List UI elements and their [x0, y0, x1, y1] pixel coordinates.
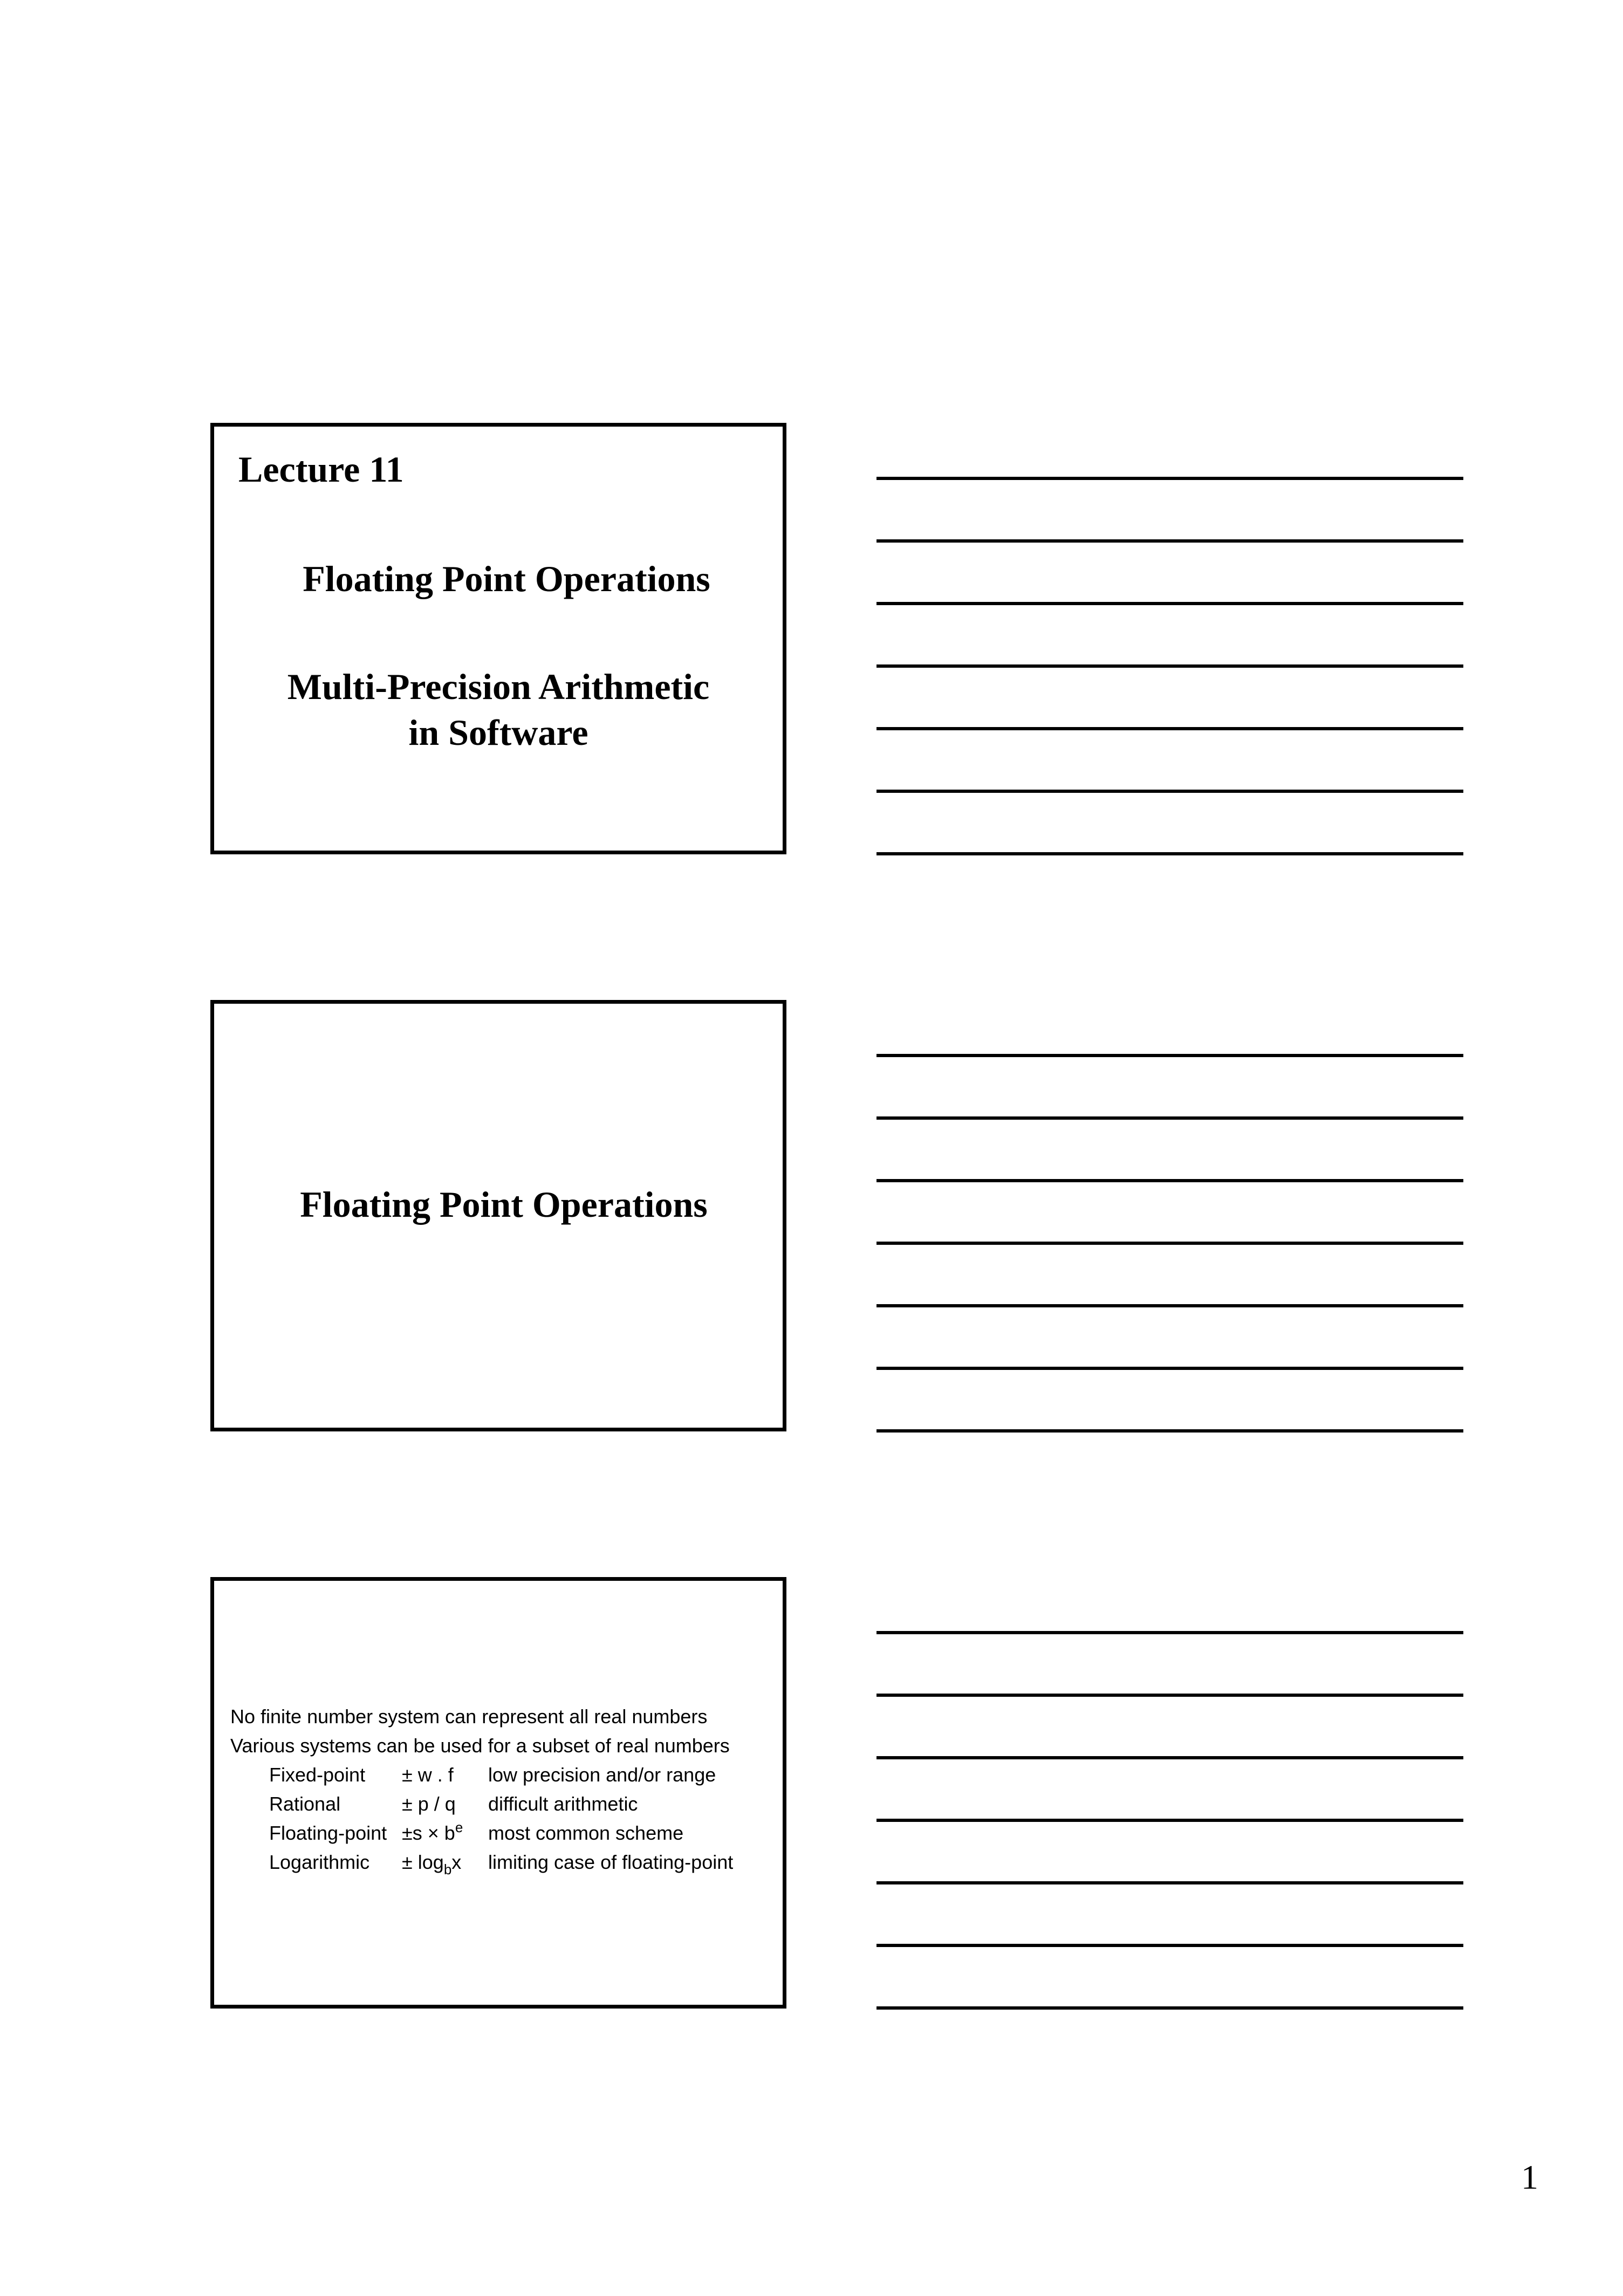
form-exponent: e [455, 1819, 463, 1835]
system-form: ± w . f [402, 1764, 454, 1786]
note-line [876, 1179, 1463, 1182]
body-line-1: No finite number system can represent all real numbers [230, 1705, 708, 1728]
note-line [876, 1944, 1463, 1947]
note-line [876, 664, 1463, 668]
system-name: Floating-point [269, 1822, 387, 1844]
slide-1-title: Floating Point Operations [303, 558, 710, 599]
system-note: low precision and/or range [488, 1764, 716, 1786]
subtitle-line-2: in Software [408, 712, 588, 753]
form-base: ± log [402, 1851, 444, 1873]
note-line [876, 790, 1463, 793]
slide-1 [210, 423, 786, 854]
system-form [402, 1819, 488, 1848]
note-line [876, 1694, 1463, 1697]
system-form [402, 1848, 488, 1877]
note-line [876, 1631, 1463, 1634]
table-row [269, 1790, 733, 1819]
lecture-label: Lecture 11 [238, 449, 404, 490]
note-line [876, 1819, 1463, 1822]
system-note: most common scheme [488, 1822, 684, 1844]
note-line [876, 2006, 1463, 2010]
slide-3 [210, 1577, 786, 2009]
slide-1-subtitle [214, 664, 783, 756]
number-systems-table [269, 1760, 733, 1877]
body-line-2: Various systems can be used for a subset of real numbers [230, 1735, 730, 1757]
note-line [876, 727, 1463, 730]
form-base: ±s × b [402, 1822, 455, 1844]
note-line [876, 1367, 1463, 1370]
system-form: ± p / q [402, 1793, 456, 1815]
table-row [269, 1848, 733, 1877]
system-name: Logarithmic [269, 1851, 370, 1873]
note-line [876, 1116, 1463, 1120]
note-line [876, 1242, 1463, 1245]
note-line [876, 1756, 1463, 1759]
table-row [269, 1819, 733, 1848]
form-subscript: b [443, 1861, 452, 1877]
note-line [876, 1429, 1463, 1433]
table-row [269, 1760, 733, 1790]
note-line [876, 852, 1463, 855]
slide-3-body [230, 1702, 733, 1877]
slide-2 [210, 1000, 786, 1431]
note-line [876, 1304, 1463, 1307]
system-name: Rational [269, 1793, 341, 1815]
page-number: 1 [1521, 2158, 1538, 2196]
system-note: limiting case of floating-point [488, 1851, 734, 1873]
note-line [876, 602, 1463, 605]
form-tail: x [451, 1851, 462, 1873]
subtitle-line-1: Multi-Precision Arithmetic [287, 666, 710, 707]
system-name: Fixed-point [269, 1764, 366, 1786]
note-line [876, 477, 1463, 480]
note-line [876, 1054, 1463, 1057]
system-note: difficult arithmetic [488, 1793, 638, 1815]
slide-2-title: Floating Point Operations [300, 1184, 708, 1225]
note-line [876, 1881, 1463, 1884]
note-line [876, 539, 1463, 543]
